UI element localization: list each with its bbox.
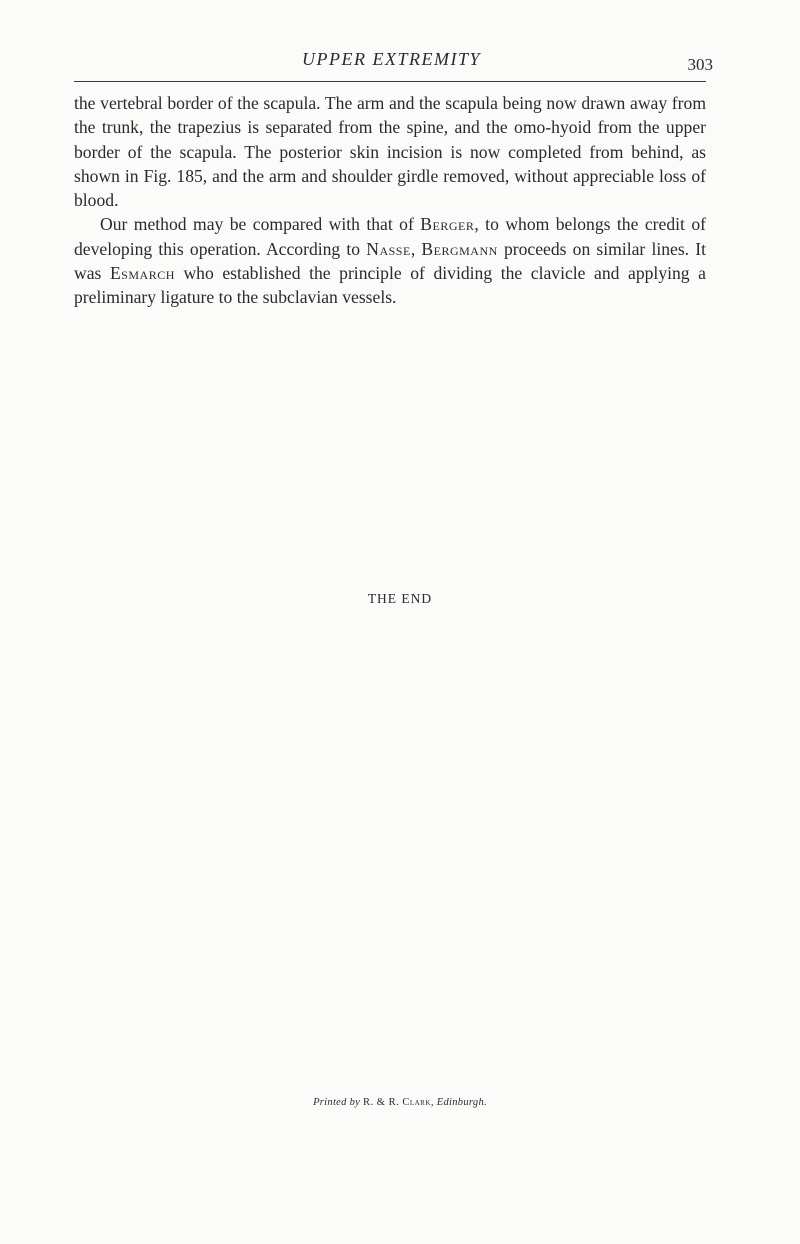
printer-imprint (0, 1097, 800, 1108)
author-name: Esmarch (109, 263, 175, 284)
text-run: , (410, 238, 422, 259)
imprint-separator: , (430, 1097, 437, 1108)
author-name: Bergmann (421, 238, 498, 259)
page-number: 303 (687, 55, 713, 74)
text-run: proceeds on similar lines. It was (74, 238, 706, 284)
paragraph-1 (74, 91, 706, 212)
imprint-printers: R. & R. Clark (363, 1097, 431, 1108)
author-name: Berger (420, 214, 475, 235)
text-run: , to whom belongs the credit of developing this operation. According to (74, 214, 707, 259)
author-name: Nasse (366, 238, 411, 259)
imprint-city: Edinburgh. (436, 1097, 487, 1108)
imprint-printed-by: Printed by (313, 1097, 361, 1108)
paragraph-2 (74, 212, 706, 309)
end-mark: THE END (367, 591, 433, 606)
text-run: who established the principle of dividing the clavicle and applying a preliminary ligature to the subclavian vessels. (74, 263, 706, 308)
running-title: UPPER EXTREMITY (302, 49, 481, 69)
running-head (74, 48, 713, 78)
body-text (74, 91, 706, 310)
text-run: Our method may be compared with that of (100, 214, 421, 235)
header-rule (74, 81, 706, 82)
text-run: the vertebral border of the scapula. The arm and the scapula being now drawn away from the trunk, the trapezius is separated from the spine, and the omo-hyoid from the upper border of the scapula. The posterior skin incision is now completed from behind, as shown in Fig. 185, and the arm and shoulder girdle removed, without appreciable loss of blood. (74, 93, 706, 211)
